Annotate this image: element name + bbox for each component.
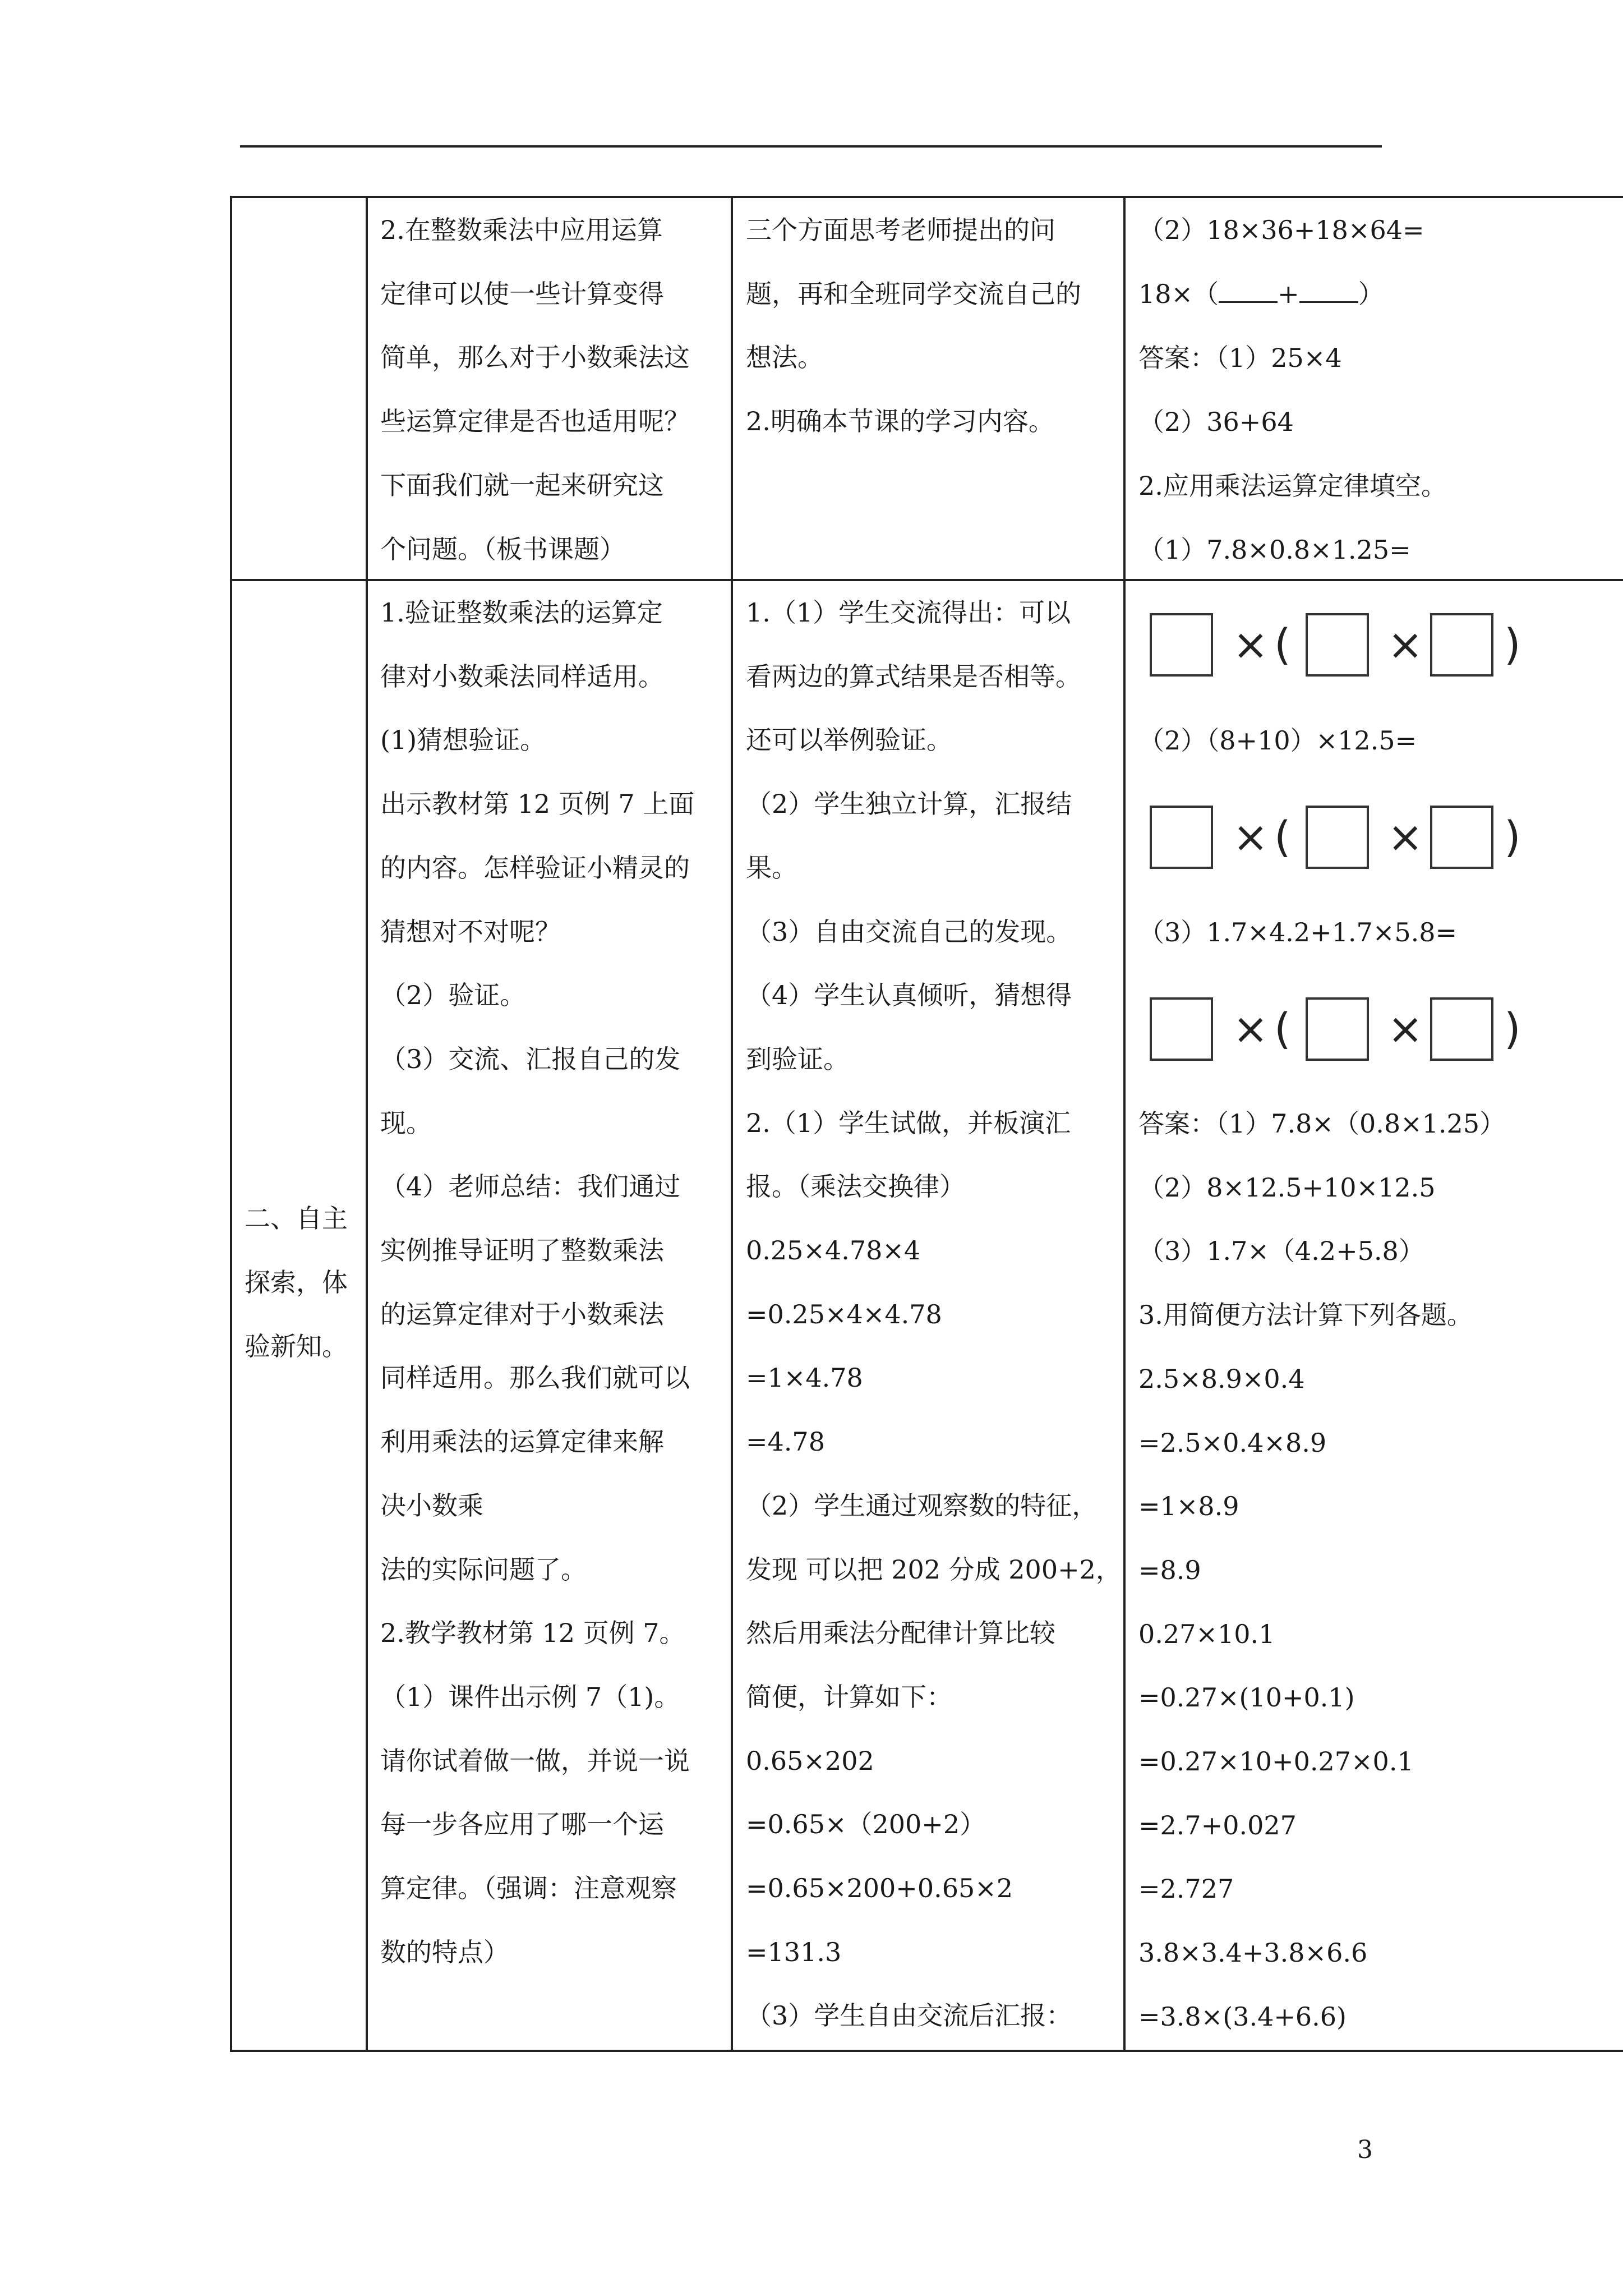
text-line: 答案：（1）7.8×（0.8×1.25）: [1138, 1108, 1506, 1139]
exercise-fill-in-line: [1138, 277, 1384, 311]
stage-label-line: 探索，体: [245, 1267, 348, 1297]
answer-box: [1150, 806, 1213, 869]
text-line: （2）8×12.5+10×12.5: [1138, 1172, 1436, 1203]
text-line: 简单，那么对于小数乘法这: [380, 342, 690, 373]
text-line: 到验证。: [746, 1043, 849, 1074]
answer-box: [1306, 806, 1369, 869]
text-line: 0.25×4.78×4: [746, 1235, 921, 1266]
text-line: 每一步各应用了哪一个运: [380, 1809, 664, 1840]
page-number: 3: [1357, 2136, 1373, 2164]
text-line: 现。: [380, 1107, 432, 1138]
text-line: =1×4.78: [746, 1363, 863, 1393]
text-line: 算定律。（强调：注意观察: [380, 1873, 677, 1903]
answer-line: （2）36+64: [1138, 407, 1294, 437]
text-line: 2.明确本节课的学习内容。: [746, 406, 1054, 437]
plus-sign: +: [1278, 279, 1299, 309]
text-line: (1)猜想验证。: [380, 725, 546, 756]
text-line: 决小数乘: [380, 1490, 483, 1521]
text-line: （2）验证。: [380, 980, 526, 1011]
text-line: 下面我们就一起来研究这: [380, 470, 664, 500]
times-sign: ×: [1233, 812, 1269, 862]
text-line: 的运算定律对于小数乘法: [380, 1299, 664, 1329]
close-paren: ): [1504, 812, 1521, 862]
answer-line: 答案：（1）25×4: [1138, 343, 1342, 373]
header-rule: [240, 145, 1382, 148]
text-line: 律对小数乘法同样适用。: [380, 661, 664, 692]
text-line: （3）交流、汇报自己的发: [380, 1043, 681, 1074]
text-line: 0.65×202: [746, 1745, 874, 1776]
text-line: =131.3: [746, 1936, 842, 1967]
text-line: （3）自由交流自己的发现。: [746, 916, 1072, 947]
table-left-border: [230, 196, 232, 2052]
text-line: （2）学生通过观察数的特征，: [746, 1490, 1098, 1521]
text-line: =0.25×4×4.78: [746, 1299, 942, 1329]
exercise-line: （3）1.7×4.2+1.7×5.8=: [1138, 917, 1458, 947]
answer-box: [1306, 613, 1369, 677]
text-line: 猜想对不对呢？: [380, 916, 561, 947]
answer-box: [1430, 997, 1493, 1061]
text-line: 请你试着做一做，并说一说: [380, 1745, 690, 1776]
open-paren: (: [1274, 619, 1291, 669]
text-line: 然后用乘法分配律计算比较: [746, 1618, 1055, 1649]
exercise-line: （2）（8+10）×12.5=: [1138, 725, 1417, 756]
times-sign: ×: [1387, 619, 1423, 669]
close-paren: ): [1504, 619, 1521, 669]
text-line: 还可以举例验证。: [746, 725, 952, 756]
row-divider: [230, 579, 1623, 581]
text-line: （3）1.7×（4.2+5.8）: [1138, 1236, 1424, 1267]
times-sign: ×: [1233, 619, 1269, 669]
text-line: 2.（1）学生试做，并板演汇: [746, 1107, 1071, 1138]
text-line: =1×8.9: [1138, 1491, 1239, 1522]
stage-label-line: 二、自主: [245, 1203, 348, 1234]
column-divider-2: [731, 196, 733, 2052]
text-line: 简便，计算如下：: [746, 1681, 952, 1712]
text-line: 看两边的算式结果是否相等。: [746, 661, 1081, 692]
text-line: 3.用简便方法计算下列各题。: [1138, 1300, 1473, 1331]
text-line: 2.教学教材第 12 页例 7。: [380, 1618, 685, 1649]
text-line: 个问题。（板书课题）: [380, 533, 625, 564]
text-line: =2.7+0.027: [1138, 1810, 1297, 1841]
table-bottom-border: [230, 2050, 1623, 2052]
text-line: （4）学生认真倾听，猜想得: [746, 980, 1072, 1011]
answer-box: [1430, 613, 1493, 677]
answer-box: [1150, 613, 1213, 677]
table-top-border: [230, 196, 1623, 198]
text-line: 的内容。怎样验证小精灵的: [380, 852, 690, 883]
text-line: =0.65×200+0.65×2: [746, 1873, 1013, 1903]
text-line: 报。（乘法交换律）: [746, 1171, 965, 1202]
times-sign: ×: [1233, 1004, 1269, 1053]
text-line: 1.验证整数乘法的运算定: [380, 597, 663, 628]
text-line: 3.8×3.4+3.8×6.6: [1138, 1938, 1368, 1968]
answer-box: [1430, 806, 1493, 869]
answer-blank: [1219, 281, 1278, 303]
exercise-line: （2）18×36+18×64=: [1138, 215, 1424, 245]
text-line: （3）学生自由交流后汇报：: [746, 2000, 1072, 2031]
text-line: 果。: [746, 852, 797, 883]
text-line: 2.在整数乘法中应用运算: [380, 215, 663, 245]
stage-label-line: 验新知。: [245, 1331, 348, 1361]
text-line: 同样适用。那么我们就可以: [380, 1363, 690, 1393]
open-paren: (: [1274, 812, 1291, 862]
fill-suffix: ）: [1358, 279, 1384, 309]
text-line: =4.78: [746, 1427, 825, 1457]
text-line: =0.65×（200+2）: [746, 1809, 986, 1840]
text-line: =3.8×(3.4+6.6): [1138, 2001, 1347, 2032]
close-paren: ): [1504, 1004, 1521, 1053]
text-line: =0.27×(10+0.1): [1138, 1682, 1355, 1713]
text-line: =2.5×0.4×8.9: [1138, 1427, 1327, 1458]
text-line: （4）老师总结：我们通过: [380, 1171, 681, 1202]
text-line: 想法。: [746, 342, 823, 373]
text-line: 定律可以使一些计算变得: [380, 278, 664, 309]
text-line: 法的实际问题了。: [380, 1554, 587, 1585]
text-line: 0.27×10.1: [1138, 1618, 1275, 1649]
exercise-line: （1）7.8×0.8×1.25=: [1138, 535, 1411, 565]
text-line: （1）课件出示例 7（1)。: [380, 1681, 680, 1712]
text-line: =0.27×10+0.27×0.1: [1138, 1746, 1414, 1777]
text-line: 2.5×8.9×0.4: [1138, 1363, 1305, 1394]
text-line: =2.727: [1138, 1874, 1234, 1904]
text-line: 题，再和全班同学交流自己的: [746, 278, 1081, 309]
answer-box: [1306, 997, 1369, 1061]
text-line: 些运算定律是否也适用呢？: [380, 406, 690, 437]
answer-box: [1150, 997, 1213, 1061]
task-heading: 2.应用乘法运算定律填空。: [1138, 471, 1447, 501]
column-divider-1: [366, 196, 368, 2052]
times-sign: ×: [1387, 812, 1423, 862]
text-line: 利用乘法的运算定律来解: [380, 1427, 664, 1457]
text-line: 1.（1）学生交流得出：可以: [746, 597, 1071, 628]
text-line: 实例推导证明了整数乘法: [380, 1235, 664, 1266]
text-line: 数的特点）: [380, 1936, 509, 1967]
text-line: =8.9: [1138, 1554, 1201, 1585]
open-paren: (: [1274, 1004, 1291, 1053]
text-line: 三个方面思考老师提出的问: [746, 215, 1055, 245]
text-line: 发现 可以把 202 分成 200+2，: [746, 1554, 1122, 1585]
text-line: 出示教材第 12 页例 7 上面: [380, 789, 695, 820]
times-sign: ×: [1387, 1004, 1423, 1053]
fill-prefix: 18×（: [1138, 279, 1219, 309]
column-divider-3: [1123, 196, 1126, 2052]
text-line: （2）学生独立计算，汇报结: [746, 789, 1072, 820]
answer-blank: [1299, 281, 1358, 303]
